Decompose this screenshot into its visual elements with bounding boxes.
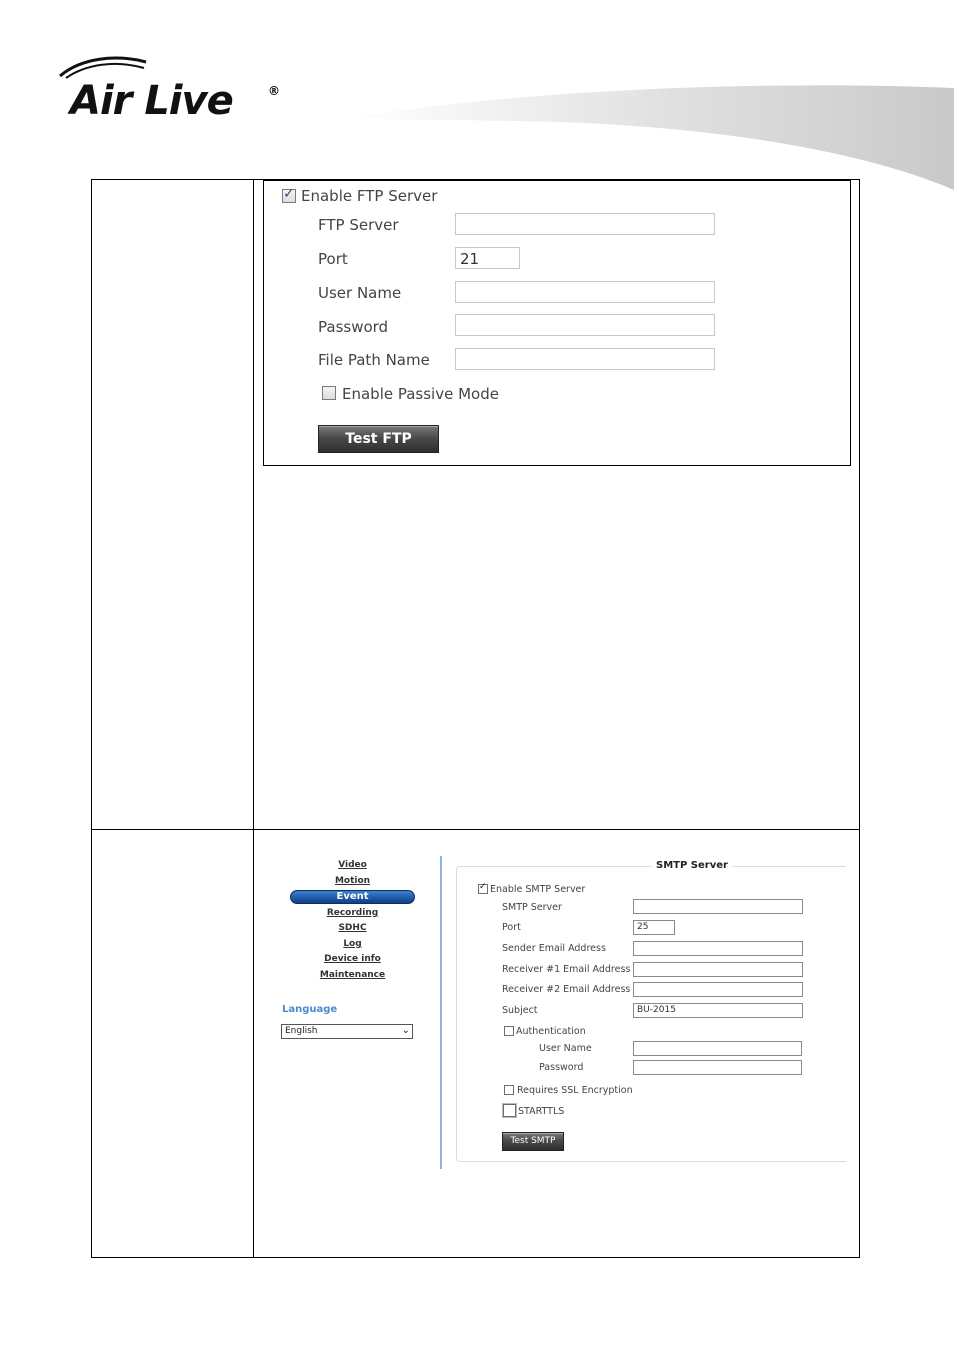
airlive-logo bbox=[56, 56, 286, 126]
auth-password-input[interactable] bbox=[633, 1060, 802, 1075]
test-smtp-button[interactable]: Test SMTP bbox=[502, 1132, 564, 1151]
ftp-username-label: User Name bbox=[318, 284, 402, 302]
auth-password-label: Password bbox=[539, 1062, 584, 1073]
subject-input[interactable]: BU-2015 bbox=[633, 1003, 803, 1018]
logo-text: Air Live bbox=[70, 78, 233, 124]
nav-item-video[interactable]: Video bbox=[338, 860, 367, 870]
nav-item-log[interactable]: Log bbox=[343, 939, 362, 949]
table-row-divider bbox=[91, 829, 860, 830]
nav-item-event[interactable]: Event bbox=[290, 890, 415, 904]
receiver2-email-label: Receiver #2 Email Address bbox=[502, 984, 631, 995]
enable-ftp-checkbox[interactable] bbox=[282, 189, 296, 203]
enable-ftp-label: Enable FTP Server bbox=[301, 187, 438, 205]
starttls-checkbox[interactable] bbox=[503, 1104, 516, 1117]
auth-username-input[interactable] bbox=[633, 1041, 802, 1056]
smtp-server-input[interactable] bbox=[633, 899, 803, 914]
nav-item-sdhc[interactable]: SDHC bbox=[338, 923, 367, 933]
enable-passive-checkbox[interactable] bbox=[322, 386, 336, 400]
ssl-encryption-checkbox[interactable] bbox=[504, 1085, 514, 1095]
ftp-username-input[interactable] bbox=[455, 281, 715, 303]
nav-item-device-info[interactable]: Device info bbox=[324, 954, 381, 964]
ftp-port-input[interactable]: 21 bbox=[455, 247, 520, 269]
test-ftp-button[interactable]: Test FTP bbox=[318, 425, 439, 453]
language-label: Language bbox=[282, 1004, 338, 1015]
ftp-server-label: FTP Server bbox=[318, 216, 399, 234]
authentication-label: Authentication bbox=[516, 1026, 586, 1037]
smtp-legend: SMTP Server bbox=[652, 860, 732, 871]
page-header bbox=[0, 0, 954, 195]
smtp-server-label: SMTP Server bbox=[502, 902, 562, 913]
language-value: English bbox=[285, 1026, 318, 1036]
ftp-password-label: Password bbox=[318, 318, 389, 336]
subject-label: Subject bbox=[502, 1005, 538, 1016]
enable-passive-label: Enable Passive Mode bbox=[342, 385, 499, 403]
authentication-checkbox[interactable] bbox=[504, 1026, 514, 1036]
sender-email-label: Sender Email Address bbox=[502, 943, 606, 954]
receiver1-email-label: Receiver #1 Email Address bbox=[502, 964, 631, 975]
ftp-filepath-label: File Path Name bbox=[318, 351, 430, 369]
enable-smtp-label: Enable SMTP Server bbox=[490, 884, 586, 895]
receiver2-email-input[interactable] bbox=[633, 982, 803, 997]
smtp-port-input[interactable]: 25 bbox=[633, 920, 675, 935]
chevron-down-icon: ⌄ bbox=[401, 1025, 410, 1036]
registered-mark: ® bbox=[268, 84, 280, 98]
ftp-server-input[interactable] bbox=[455, 213, 715, 235]
ftp-filepath-input[interactable] bbox=[455, 348, 715, 370]
ssl-encryption-label: Requires SSL Encryption bbox=[517, 1085, 633, 1096]
table-column-divider bbox=[253, 179, 254, 1258]
sender-email-input[interactable] bbox=[633, 941, 803, 956]
enable-smtp-checkbox[interactable] bbox=[478, 884, 488, 894]
nav-item-motion[interactable]: Motion bbox=[334, 876, 371, 886]
auth-username-label: User Name bbox=[539, 1043, 592, 1054]
nav-item-maintenance[interactable]: Maintenance bbox=[319, 970, 386, 980]
nav-divider bbox=[440, 856, 442, 1169]
nav-item-recording[interactable]: Recording bbox=[326, 908, 379, 918]
receiver1-email-input[interactable] bbox=[633, 962, 803, 977]
starttls-label: STARTTLS bbox=[518, 1106, 565, 1117]
smtp-port-label: Port bbox=[502, 922, 521, 933]
ftp-password-input[interactable] bbox=[455, 314, 715, 336]
language-select[interactable] bbox=[281, 1024, 413, 1039]
ftp-port-label: Port bbox=[318, 250, 348, 268]
